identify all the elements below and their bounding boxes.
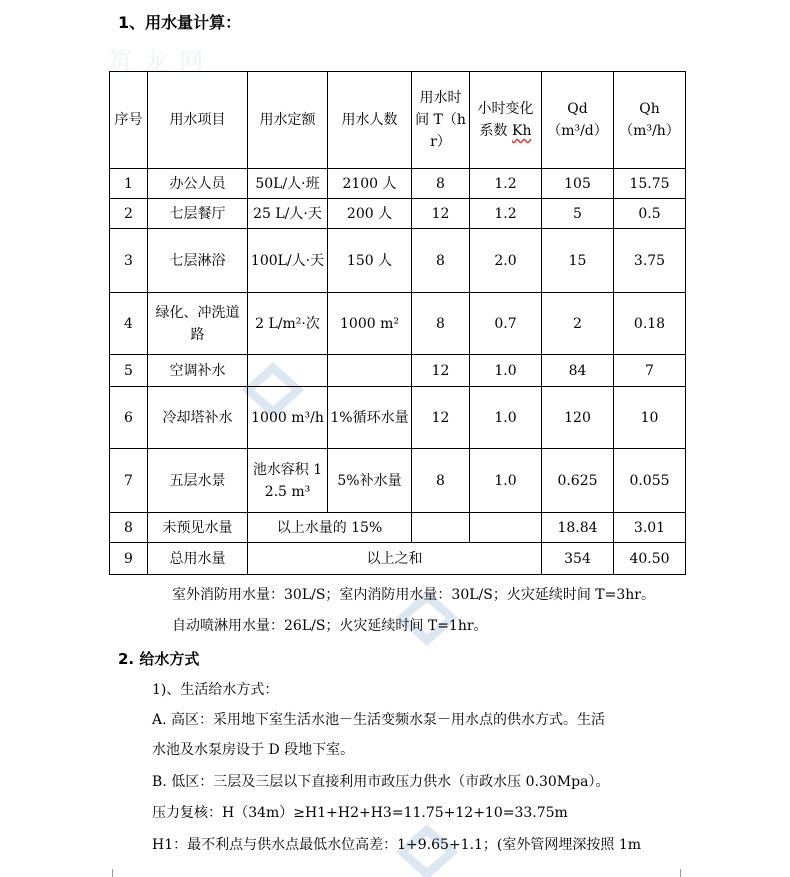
table-row bbox=[110, 355, 686, 387]
header-qd-line1: Qd bbox=[567, 101, 588, 117]
cell-quota: 1000 m³/h bbox=[248, 387, 328, 449]
cell-people: 200 人 bbox=[328, 199, 412, 229]
cell-time: 8 bbox=[412, 449, 470, 513]
cell-item: 绿化、冲洗道路 bbox=[148, 293, 248, 355]
table-row bbox=[110, 513, 686, 543]
cell-item: 空调补水 bbox=[148, 355, 248, 387]
cell-kh: 1.2 bbox=[470, 169, 542, 199]
cell-qh: 15.75 bbox=[614, 169, 686, 199]
table-row bbox=[110, 169, 686, 199]
cell-time: 8 bbox=[412, 169, 470, 199]
cell-kh bbox=[470, 513, 542, 543]
fire-water-line-1: 室外消防用水量：30L/S；室内消防用水量：30L/S；火灾延续时间 T=3hr。 bbox=[172, 587, 655, 603]
header-qh-line2: （m³/h） bbox=[619, 123, 680, 139]
cell-time: 12 bbox=[412, 355, 470, 387]
cell-time: 12 bbox=[412, 199, 470, 229]
cell-qh: 3.01 bbox=[614, 513, 686, 543]
page-margin-mark bbox=[112, 869, 113, 877]
cell-no: 8 bbox=[110, 513, 148, 543]
cell-kh: 1.0 bbox=[470, 355, 542, 387]
paragraph-h1: H1：最不利点与供水点最低水位高差：1+9.65+1.1；(室外管网埋深按照 1m bbox=[152, 837, 642, 853]
page-margin-mark bbox=[680, 869, 681, 877]
header-qh-line1: Qh bbox=[639, 101, 660, 117]
cell-no: 4 bbox=[110, 293, 148, 355]
water-usage-table bbox=[109, 71, 686, 575]
cell-people bbox=[328, 355, 412, 387]
cell-quota: 100L/人·天 bbox=[248, 229, 328, 293]
cell-kh: 1.0 bbox=[470, 387, 542, 449]
header-kh bbox=[470, 72, 542, 169]
cell-people: 2100 人 bbox=[328, 169, 412, 199]
cell-kh: 1.0 bbox=[470, 449, 542, 513]
header-qd-line2: （m³/d） bbox=[547, 123, 608, 139]
cell-quota: 25 L/人·天 bbox=[248, 199, 328, 229]
watermark-text: 筑 龙 网 bbox=[108, 48, 206, 76]
cell-qd: 105 bbox=[542, 169, 614, 199]
cell-quota bbox=[248, 355, 328, 387]
cell-quota: 2 L/m²·次 bbox=[248, 293, 328, 355]
cell-no: 9 bbox=[110, 543, 148, 575]
cell-desc: 以上之和 bbox=[248, 543, 542, 575]
cell-item: 冷却塔补水 bbox=[148, 387, 248, 449]
cell-qd: 354 bbox=[542, 543, 614, 575]
cell-item: 未预见水量 bbox=[148, 513, 248, 543]
paragraph-high-zone-2: 水池及水泵房设于 D 段地下室。 bbox=[152, 742, 355, 758]
header-quota: 用水定额 bbox=[248, 72, 328, 169]
cell-people: 150 人 bbox=[328, 229, 412, 293]
cell-people: 1%循环水量 bbox=[328, 387, 412, 449]
cell-qh: 0.055 bbox=[614, 449, 686, 513]
cell-no: 7 bbox=[110, 449, 148, 513]
cell-desc: 以上水量的 15% bbox=[248, 513, 412, 543]
cell-qh: 0.18 bbox=[614, 293, 686, 355]
cell-kh: 0.7 bbox=[470, 293, 542, 355]
cell-qh: 10 bbox=[614, 387, 686, 449]
fire-water-line-2: 自动喷淋用水量：26L/S；火灾延续时间 T=1hr。 bbox=[172, 618, 488, 634]
cell-quota: 50L/人·班 bbox=[248, 169, 328, 199]
table-row bbox=[110, 199, 686, 229]
sub-heading-domestic: 1)、生活给水方式： bbox=[152, 682, 279, 698]
cell-qd: 0.625 bbox=[542, 449, 614, 513]
table-row bbox=[110, 449, 686, 513]
cell-kh: 1.2 bbox=[470, 199, 542, 229]
paragraph-high-zone-1: A. 高区：采用地下室生活水池－生活变频水泵－用水点的供水方式。生活 bbox=[152, 712, 606, 728]
cell-qd: 18.84 bbox=[542, 513, 614, 543]
cell-no: 1 bbox=[110, 169, 148, 199]
table-row bbox=[110, 387, 686, 449]
cell-no: 2 bbox=[110, 199, 148, 229]
header-qh bbox=[614, 72, 686, 169]
table-row bbox=[110, 543, 686, 575]
cell-item: 七层淋浴 bbox=[148, 229, 248, 293]
table-header-row bbox=[110, 72, 686, 169]
cell-qd: 84 bbox=[542, 355, 614, 387]
header-kh-label: 系数 bbox=[479, 123, 512, 139]
cell-people: 1000 m² bbox=[328, 293, 412, 355]
table-row bbox=[110, 293, 686, 355]
cell-item: 五层水景 bbox=[148, 449, 248, 513]
cell-time: 8 bbox=[412, 229, 470, 293]
header-time: 用水时间 T（hr） bbox=[412, 72, 470, 169]
header-kh-line2 bbox=[472, 120, 539, 142]
cell-qd: 5 bbox=[542, 199, 614, 229]
cell-quota: 池水容积 12.5 m³ bbox=[248, 449, 328, 513]
cell-kh: 2.0 bbox=[470, 229, 542, 293]
cell-qh: 0.5 bbox=[614, 199, 686, 229]
cell-qh: 40.50 bbox=[614, 543, 686, 575]
cell-item: 总用水量 bbox=[148, 543, 248, 575]
cell-no: 6 bbox=[110, 387, 148, 449]
cell-item: 七层餐厅 bbox=[148, 199, 248, 229]
header-people: 用水人数 bbox=[328, 72, 412, 169]
cell-no: 3 bbox=[110, 229, 148, 293]
cell-qd: 120 bbox=[542, 387, 614, 449]
cell-time: 12 bbox=[412, 387, 470, 449]
cell-qh: 3.75 bbox=[614, 229, 686, 293]
paragraph-low-zone: B. 低区：三层及三层以下直接利用市政压力供水（市政水压 0.30Mpa）。 bbox=[152, 774, 610, 790]
cell-time: 8 bbox=[412, 293, 470, 355]
cell-item: 办公人员 bbox=[148, 169, 248, 199]
paragraph-pressure-check: 压力复核：H（34m）≥H1+H2+H3=11.75+12+10=33.75m bbox=[152, 805, 568, 821]
cell-qh: 7 bbox=[614, 355, 686, 387]
section-2-heading: 2. 给水方式 bbox=[118, 650, 200, 668]
section-1-heading: 1、用水量计算： bbox=[118, 13, 242, 32]
table-row bbox=[110, 229, 686, 293]
header-item: 用水项目 bbox=[148, 72, 248, 169]
header-no: 序号 bbox=[110, 72, 148, 169]
cell-time bbox=[412, 513, 470, 543]
header-qd bbox=[542, 72, 614, 169]
header-kh-line1: 小时变化 bbox=[477, 101, 534, 117]
header-kh-symbol: Kh bbox=[511, 123, 532, 139]
cell-no: 5 bbox=[110, 355, 148, 387]
cell-qd: 2 bbox=[542, 293, 614, 355]
cell-people: 5%补水量 bbox=[328, 449, 412, 513]
cell-qd: 15 bbox=[542, 229, 614, 293]
